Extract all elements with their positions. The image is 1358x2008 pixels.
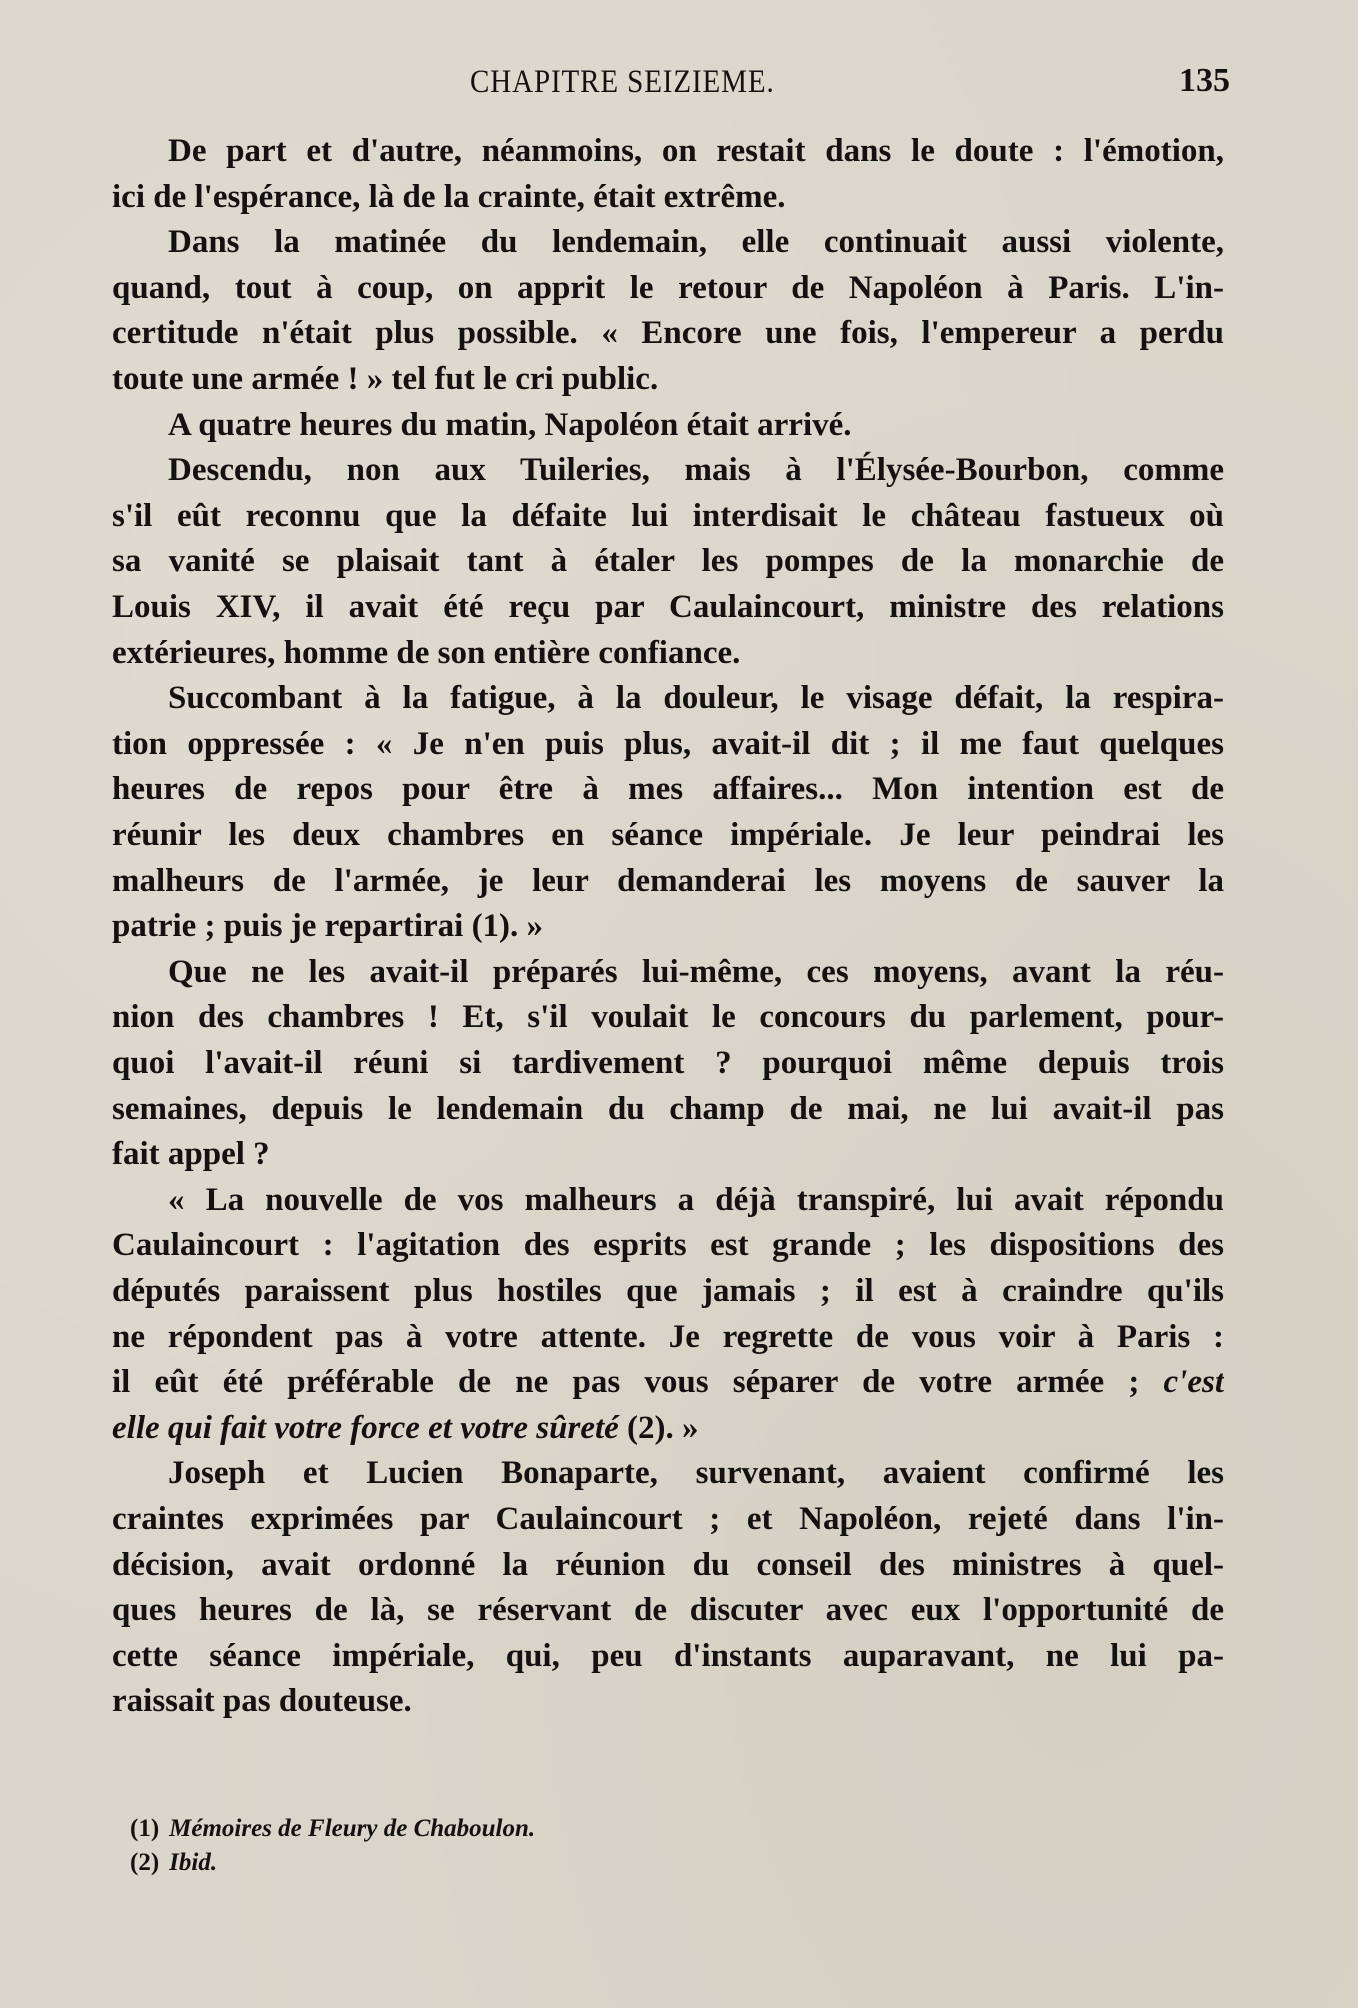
line-text: ne répondent pas à votre attente. Je regrette de vous voir à Paris : [112, 1319, 1224, 1355]
text-line [112, 812, 1224, 858]
text-line [112, 1314, 1224, 1360]
text-line [112, 310, 1224, 356]
line-text: Caulaincourt : l'agitation des esprits est grande ; les dispositions des [112, 1227, 1224, 1263]
text-line [168, 1450, 1224, 1496]
text-line [168, 128, 1224, 174]
text-line-content [112, 903, 1224, 949]
text-line [112, 766, 1224, 812]
text-line [112, 1359, 1224, 1405]
text-line [112, 493, 1224, 539]
line-text: quand, tout à coup, on apprit le retour de Napoléon à Paris. L'in- [112, 270, 1224, 306]
text-line-content [168, 128, 1224, 174]
text-line [168, 402, 1224, 448]
text-line-content [112, 1633, 1224, 1679]
line-text: il eût été préférable de ne pas vous séparer de votre armée ; [112, 1364, 1140, 1400]
text-line [168, 949, 1224, 995]
text-line [112, 630, 1224, 676]
line-text: fait appel ? [112, 1136, 270, 1172]
text-line-content [168, 675, 1224, 721]
line-text: sa vanité se plaisait tant à étaler les pompes de la monarchie de [112, 543, 1224, 579]
footnote-text: Mémoires de Fleury de Chaboulon. [169, 1815, 536, 1842]
line-text: heures de repos pour être à mes affaires... Mon intention est de [112, 771, 1224, 807]
text-line-content [112, 630, 1224, 676]
footnote [130, 1812, 535, 1846]
text-line [112, 1633, 1224, 1679]
line-text: Succombant à la fatigue, à la douleur, le visage défait, la respira- [168, 680, 1224, 716]
text-line-content [112, 1268, 1224, 1314]
line-text: patrie ; puis je repartirai (1). » [112, 908, 544, 944]
text-line [168, 1177, 1224, 1223]
text-line-content [112, 174, 1224, 220]
text-line [112, 1542, 1224, 1588]
text-line-content [112, 310, 1224, 356]
text-line [112, 1405, 1224, 1451]
text-line [112, 584, 1224, 630]
text-line [112, 1678, 1224, 1724]
line-text: cette séance impériale, qui, peu d'instants auparavant, ne lui pa- [112, 1638, 1224, 1674]
line-text: (2). » [618, 1410, 699, 1446]
text-line-content [112, 1131, 1224, 1177]
text-line-content [112, 1314, 1224, 1360]
running-head: CHAPITRE SEIZIEME. [470, 64, 775, 100]
text-line [112, 265, 1224, 311]
line-text: décision, avait ordonné la réunion du conseil des ministres à quel- [112, 1547, 1224, 1583]
line-text: Descendu, non aux Tuileries, mais à l'Élysée-Bourbon, comme [168, 452, 1224, 488]
line-text: toute une armée ! » tel fut le cri public. [112, 361, 659, 397]
text-line-content [112, 721, 1224, 767]
text-line-content [112, 356, 1224, 402]
line-text: raissait pas douteuse. [112, 1683, 412, 1719]
text-line-content [168, 1450, 1224, 1496]
line-text: De part et d'autre, néanmoins, on restait dans le doute : l'émotion, [168, 133, 1224, 169]
text-line [168, 447, 1224, 493]
text-line-content [112, 1086, 1224, 1132]
text-line-content [112, 766, 1224, 812]
line-text: Louis XIV, il avait été reçu par Caulaincourt, ministre des relations [112, 589, 1224, 625]
text-line [112, 538, 1224, 584]
line-text: s'il eût reconnu que la défaite lui interdisait le château fastueux où [112, 498, 1224, 534]
text-line [168, 675, 1224, 721]
line-text: ici de l'espérance, là de la crainte, était extrême. [112, 179, 786, 215]
text-line-content [112, 812, 1224, 858]
text-line-content [112, 1040, 1224, 1086]
line-text: semaines, depuis le lendemain du champ de mai, ne lui avait-il pas [112, 1091, 1224, 1127]
text-line [112, 1040, 1224, 1086]
text-line [112, 994, 1224, 1040]
text-line-content [112, 1222, 1224, 1268]
line-text: députés paraissent plus hostiles que jamais ; il est à craindre qu'ils [112, 1273, 1224, 1309]
text-line-content [112, 493, 1224, 539]
text-line [112, 1222, 1224, 1268]
text-line-content [112, 1542, 1224, 1588]
footnotes [130, 1812, 535, 1880]
line-text: réunir les deux chambres en séance impériale. Je leur peindrai les [112, 817, 1224, 853]
line-text: Dans la matinée du lendemain, elle continuait aussi violente, [168, 224, 1224, 260]
line-text: A quatre heures du matin, Napoléon était arrivé. [168, 407, 852, 443]
line-text: certitude n'était plus possible. « Encore une fois, l'empereur a perdu [112, 315, 1224, 351]
italic-text: elle qui fait votre force et votre sûreté [112, 1410, 619, 1446]
footnote-text: Ibid. [169, 1849, 218, 1876]
text-line-content [168, 1177, 1224, 1223]
line-text: « La nouvelle de vos malheurs a déjà transpiré, lui avait répondu [168, 1182, 1224, 1218]
footnote [130, 1846, 535, 1880]
text-line-content [168, 447, 1224, 493]
text-line-content [112, 1678, 1224, 1724]
text-line [112, 174, 1224, 220]
text-line [112, 1131, 1224, 1177]
text-line [112, 721, 1224, 767]
text-line [112, 903, 1224, 949]
text-line [112, 1086, 1224, 1132]
text-line-content [168, 949, 1224, 995]
text-line-content [112, 584, 1224, 630]
footnote-marker: (1) [130, 1815, 160, 1842]
line-text: Que ne les avait-il préparés lui-même, ces moyens, avant la réu- [168, 954, 1224, 990]
text-line-content [168, 219, 1224, 265]
text-line [112, 858, 1224, 904]
text-line-content [112, 265, 1224, 311]
text-line-content [112, 1587, 1224, 1633]
text-line [112, 1268, 1224, 1314]
text-line-content [112, 1359, 1224, 1405]
line-text: ques heures de là, se réservant de discuter avec eux l'opportunité de [112, 1592, 1224, 1628]
italic-text: c'est [1163, 1364, 1224, 1400]
text-line [112, 1587, 1224, 1633]
text-line-content [112, 858, 1224, 904]
text-line-content [112, 1496, 1224, 1542]
text-line [112, 356, 1224, 402]
footnote-marker: (2) [130, 1849, 160, 1876]
line-text: quoi l'avait-il réuni si tardivement ? pourquoi même depuis trois [112, 1045, 1224, 1081]
text-line-content [112, 538, 1224, 584]
line-text: nion des chambres ! Et, s'il voulait le concours du parlement, pour- [112, 999, 1224, 1035]
text-line [168, 219, 1224, 265]
line-text: craintes exprimées par Caulaincourt ; et Napoléon, rejeté dans l'in- [112, 1501, 1224, 1537]
page-number: 135 [1179, 62, 1230, 99]
text-line [112, 1496, 1224, 1542]
line-text: tion oppressée : « Je n'en puis plus, avait-il dit ; il me faut quelques [112, 726, 1224, 762]
text-line-content [168, 402, 1224, 448]
line-text: extérieures, homme de son entière confiance. [112, 635, 741, 671]
text-line-content [112, 994, 1224, 1040]
line-text: Joseph et Lucien Bonaparte, survenant, avaient confirmé les [168, 1455, 1224, 1491]
line-text: malheurs de l'armée, je leur demanderai les moyens de sauver la [112, 863, 1224, 899]
text-line-content [112, 1405, 1224, 1451]
